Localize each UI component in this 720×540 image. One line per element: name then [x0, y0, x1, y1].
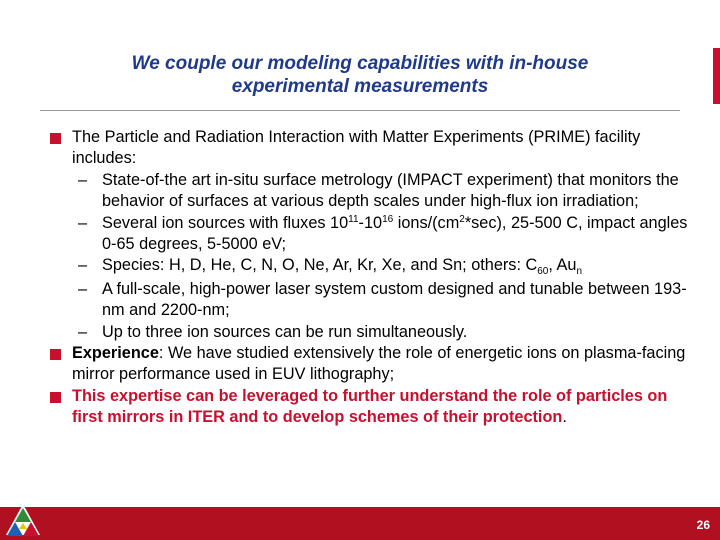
- sub-bullet-ion-sources: [50, 213, 690, 256]
- dash-bullet-icon: –: [78, 322, 88, 341]
- dash-bullet-icon: –: [78, 170, 88, 189]
- sub-bullet-text: Several ion sources with fluxes $10^{11}-10^{16}$ ions/$(cm^2*\sec)$, 25-500 C, impact angles 0-65 degrees, 5-5000 eV;: [102, 213, 688, 254]
- accent-bar: [713, 48, 720, 104]
- slide-title-line-2: experimental measurements: [231, 76, 489, 97]
- bullet-end: .: [562, 408, 567, 427]
- slide-title-line-1: We couple our modeling capabilities with in-house: [131, 53, 589, 74]
- sub-bullet-species: [50, 255, 690, 278]
- experience-label: Experience: [72, 344, 159, 363]
- sub-bullet-metrology: [50, 170, 690, 213]
- footer-bar: [0, 507, 720, 540]
- sub-bullet-text: Species: H, D, He, C, N, O, Ne, Ar, Kr, Xe, and Sn; others: $C_{60}$, $Au_n$: [102, 256, 582, 278]
- sub-bullet-text: A full-scale, high-power laser system custom designed and tunable between 193-nm and 2200-nm;: [102, 279, 687, 320]
- highlight-text: This expertise can be leveraged to further understand the role of particles on first mirrors in ITER and to develop schemes of their protection: [72, 386, 668, 427]
- square-bullet-icon: [50, 349, 61, 360]
- slide-title: [40, 52, 680, 98]
- square-bullet-icon: [50, 392, 61, 403]
- bullet-text: : We have studied extensively the role of energetic ions on plasma-facing mirror performance used in EUV lithography;: [72, 344, 686, 384]
- bullet-text: The Particle and Radiation Interaction with Matter Experiments (PRIME) facility includes:: [72, 128, 641, 168]
- page-number: 26: [696, 518, 710, 532]
- sub-bullet-simultaneous: [50, 322, 690, 343]
- square-bullet-icon: [50, 133, 61, 144]
- sub-bullet-text: Up to three ion sources can be run simultaneously.: [102, 322, 468, 341]
- sub-bullet-text: State-of-the art in-situ surface metrology (IMPACT experiment) that monitors the behavior of surfaces at various depth scales under high-flux ion irradiation;: [102, 170, 679, 211]
- dash-bullet-icon: –: [78, 256, 88, 275]
- bullet-experience: [50, 343, 690, 386]
- bullet-prime-facility: [50, 127, 690, 343]
- sub-bullet-list: [50, 170, 690, 343]
- slide-body: [50, 127, 690, 429]
- triangle-logo-icon: [4, 502, 42, 538]
- title-divider: [40, 110, 680, 111]
- bullet-expertise: [50, 386, 690, 429]
- sub-bullet-laser: [50, 279, 690, 322]
- dash-bullet-icon: –: [78, 213, 88, 232]
- dash-bullet-icon: –: [78, 279, 88, 298]
